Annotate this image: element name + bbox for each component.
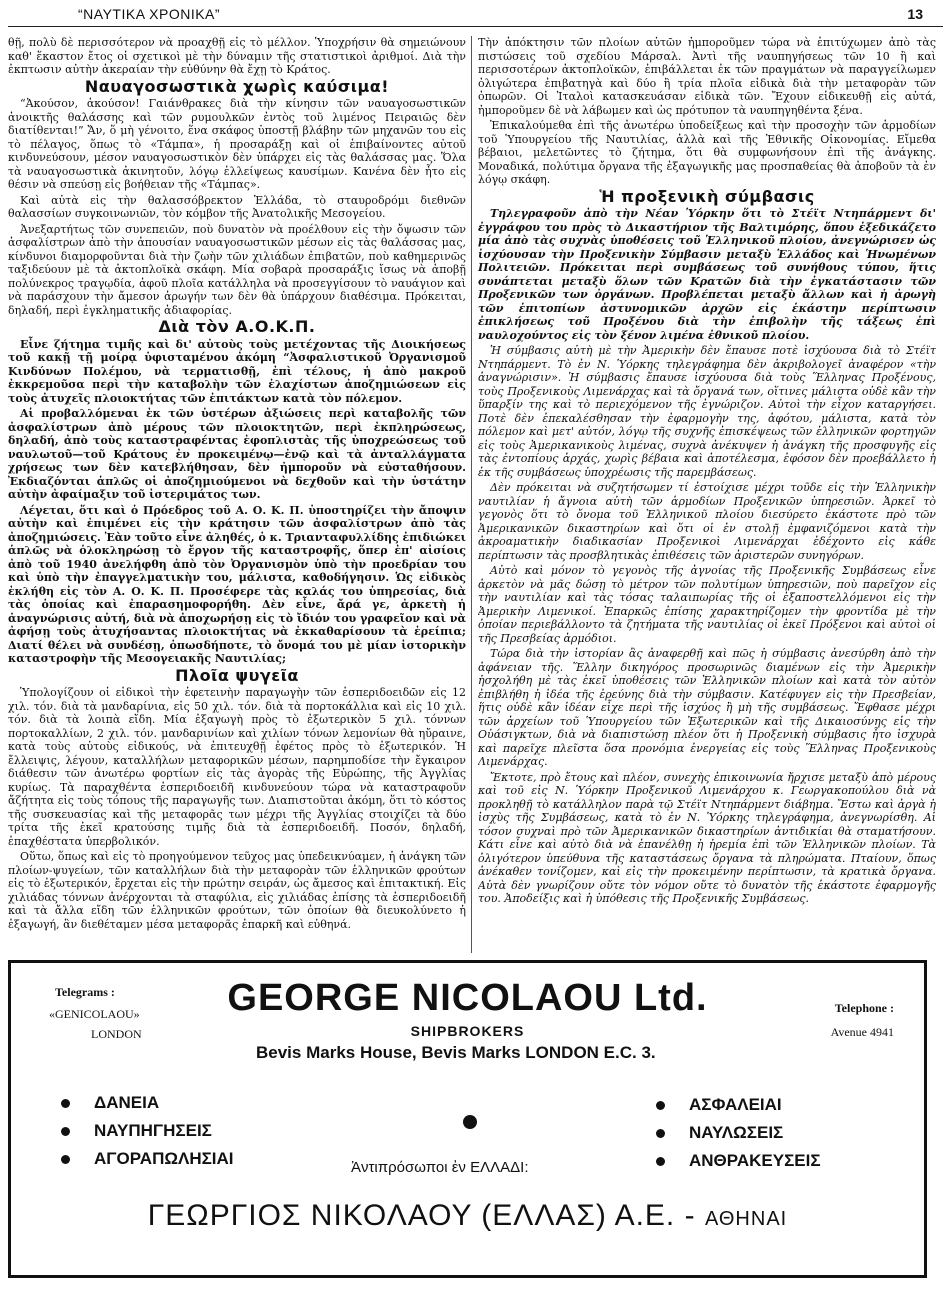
paragraph: Καὶ αὐτὰ εἰς τὴν θαλασσόβρεκτον Ἑλλάδα, τὸ σταυροδρόμι διεθνῶν θαλασσίων συγκοινωνιῶν, τὸν κόμβον τῆς Ἀνατολικῆς Μεσογείου. [8,193,466,220]
service-item: ΝΑΥΛΩΣΕΙΣ [656,1119,821,1147]
bullet-icon [61,1127,70,1136]
paragraph: Λέγεται, ὅτι καὶ ὁ Πρόεδρος τοῦ Α. Ο. Κ. Π. ὑποστηρίζει τὴν ἄποψιν αὐτὴν καὶ ἐπιμένει εἰς τὴν κράτησιν τῶν ἀσφαλίστρων ἀπὸ τὰς ἀποζημιώσεις. Ἐὰν τοῦτο εἶνε ἀληθές, ὁ κ. Τριανταφυλλίδης ἐπιδιώκει ἁπλῶς νὰ ὁλοκληρώσῃ τὸ ἔργον τῆς καταστροφῆς, ὅπερ ἐπ' αἰσίοις ἀπὸ τοῦ 1940 ἀνελήφθη ἀπὸ τὸν Ὀργανισμὸν ὑπὸ τὴν προεδρίαν του καὶ ὑπὸ τὴν ἐπαγγελματικὴν του, μάλιστα, καθοδήγησιν. Ὡς εἰδικὸς ἐκλήθη εἰς τὸν Α. Ο. Κ. Π. Προσέφερε τὰς καλάς του ὑπηρεσίας, διὰ τὰς ὁποίας καὶ ἐπαρασημοφορήθη. Δὲν εἶνε, ἄρά γε, ἀρκετὴ ἡ ἀναγνώρισις αὐτή, διὰ νὰ ἀποχωρήσῃ εἰς τὸ ἴδιόν του γραφεῖον καὶ νὰ ἀφήσῃ τοὺς ἀτυχήσαντας πλοιοκτήτας νὰ ἐκκαθαρίσουν τὰ ἐρείπια; Διατί θέλει νὰ συνδέσῃ, ὁπωσδήποτε, τὸ ὄνομά του μὲ μίαν ἱστορικὴν καταστροφὴν τῆς Μεσογειακῆς Ναυτιλίας; [8,503,466,665]
heading-consular-convention: Ἡ προξενικὴ σύμβασις [599,186,815,206]
publication-title: “ΝΑΥΤΙΚΑ ΧΡΟΝΙΚΑ” [78,6,221,22]
services-right [656,1091,821,1175]
column-divider [471,36,472,953]
paragraph: Ἀνεξαρτήτως τῶν συνεπειῶν, ποὺ δυνατὸν νὰ προέλθουν εἰς τὴν ὄψωσιν τῶν ἀσφαλίστρων ἀπὸ τὴν ἀπουσίαν ναυαγοσωστικῶν μέσων εἰς τὰς θαλάσσας μας, κίνδυνοι διαμορφοῦνται διὰ τὴν ζωὴν τῶν χιλιάδων ἐπιβατῶν, ποὺ καθημερινῶς ταξιδεύουν μὲ τὰ ἀκτοπλοϊκὰ σκάφη. Μία σοβαρὰ προσαράξις ἴσως νὰ ἀποβῇ πολύνεκρος τραγῳδία, ἀφοῦ πλοῖα κατάλληλα νὰ προσεγγίσουν τὸ ναυάγιον καὶ νὰ παράσχουν τὴν ἄμεσον ἀρωγήν των δὲν θὰ ὑπάρχουν διαθέσιμα. Πρόκειται, δηλαδή, περὶ ἐγκληματικῆς ἀδιαφορίας. [8,222,466,317]
paragraph: Ὑπολογίζουν οἱ εἰδικοὶ τὴν ἐφετεινὴν παραγωγὴν τῶν ἑσπεριδοειδῶν εἰς 12 χιλ. τόν. διὰ τὰ μανδαρίνια, εἰς 50 χιλ. τόν. διὰ τὰ πορτοκάλλια καὶ εἰς 10 χιλ. τόν. διὰ τὰ λοιπὰ εἴδη. Μία ἐξαγωγὴ πρὸς τὸ ἐξωτερικὸν 5 χιλ. τόννων πορτοκαλλίων, 2 χιλ. τόν. μανδαρινίων καὶ χιλίων τόνων λεμονίων θὰ ηὔραινε, κατὰ τοὺς αὐτοὺς εἰδικούς, νὰ ἐπιτευχθῇ ἐφέτος πρὸς τὸ ἐξωτερικόν. Ἡ ἔλλειψις, λέγουν, καταλλήλων μεταφορικῶν μέσων, παρημποδίσε τὴν ἔγκαιρον διάθεσιν τῶν ἀνωτέρω φορτίων εἰς τὰς ἀγορὰς τῆς Εὐρώπης, τῆς Ἀγγλίας κυρίως. Τὰ παραχθέντα ἑσπεριδοειδῆ κινδυνεύουν τώρα νὰ καταστραφοῦν ἄζήτητα εἰς τοὺς τόπους τῆς παραγωγῆς των. Διαπιστοῦται ἀκόμη, ὅτι τὸ κόστος τῆς συσκευασίας καὶ τῆς μεταφορᾶς των μέχρι τῆς Ἀγγλίας στοιχίζει τὰ δύο τρίτα τῆς ἐκεῖ κρατούσης τιμῆς διὰ τὰ ἑσπεριδοειδῆ. Ποσόν, δηλαδή, ἐπαχθέστατα ὑπερβολικόν. [8,686,466,848]
greek-company-city: ΑΘΗΝΑΙ [704,1208,788,1230]
paragraph: Αὐτὸ καὶ μόνον τὸ γεγονὸς τῆς ἀγνοίας τῆς Προξενικῆς Συμβάσεως εἶνε ἀρκετὸν νὰ μᾶς δώσῃ τὸ μέτρον τῶν πολυτίμων ὑπηρεσιῶν, ποὺ παρεῖχον εἰς τὴν ναυτιλίαν καὶ τὰς τόσας ταλαιπωρίας τῆς οἱ ἐξαποστελλόμενοι εἰς τὴν Ἀμερικὴν Λιμενικοί. Ἐπαρκῶς ἐπίσης χαρακτηρίζομεν τὴν φροντίδα μὲ τὴν ὁποίαν περιεβάλλοντο τὰ ζητήματα τῆς ναυτιλίας οἱ ἐκεῖ Πρόξενοι καὶ αὐτοὶ οἱ τῆς Πρεσβείας ἁρμόδιοι. [478,564,936,645]
service-item: ΝΑΥΠΗΓΗΣΕΙΣ [61,1117,234,1145]
paragraph: Ἔκτοτε, πρὸ ἔτους καὶ πλέον, συνεχὴς ἐπικοινωνία ἤρχισε μεταξὺ ἀπὸ μέρους καὶ τοῦ εἰς Ν. Ὑόρκην Προξενικοῦ Λιμενάρχου κ. Γεωργακοπούλου διὰ νὰ προκληθῇ τὸ κατάλληλον παρὰ τῷ Στέϊτ Ντηπάρμεντ διάβημα. Ἔστω καὶ ἀργὰ ἡ ἰσχὺς τῆς Συμβάσεως, κατὰ τὸ ἐν Ν. Ὑόρκης τηλεγράφημα, ἀνεγνωρίσθη. Αἱ τόσον συχναὶ πρὸ τῶν Ἀμερικανικῶν δικαστηρίων ἀντιδικίαι θὰ σταματήσουν. Κάτι εἶνε καὶ αὐτὸ διὰ νὰ ἐπανέλθῃ ἡ ἠρεμία ἐπὶ τῶν Ἑλληνικῶν πλοίων. Τὰ ὀλιγότερον ὑπεύθυνα τῆς καταστάσεως ὄργανα τὰ πληρώματα. Πταίουν, ὅπως ἀνέκαθεν τονίζομεν, καὶ εἰς τὴν προκειμένην περίπτωσιν, τὰ κρατικὰ ὄργανα. Αὐτὰ δὲν γνωρίζουν οὔτε τὸν νόμον οὔτε τὸ δυνατὸν τῆς ἑκάστοτε ἐφαρμογῆς του. Ἀποδείξις καὶ ἡ ὑπόθεσις τῆς Προξενικῆς Συμβάσεως. [478,770,936,905]
telegrams-code: «GENICOLAOU» [49,1007,140,1021]
paragraph: Τηλεγραφοῦν ἀπὸ τὴν Νέαν Ὑόρκην ὅτι τὸ Στέϊτ Ντηπάρμεντ δι' ἐγγράφου του πρὸς τὸ Δικαστήριον τῆς Βαλτιμόρης, ὅπου ἐξεδικάζετο μία ἀπὸ τὰς συχνὰς ὑποθέσεις τοῦ Ἑλληνικοῦ πλοίου, ἀνεγνώρισεν ὡς ἰσχύουσαν τὴν Προξενικὴν Σύμβασιν μεταξὺ Ἑλλάδος καὶ Ἡνωμένων Πολιτειῶν. Πρόκειται περὶ συμβάσεως τοῦ συνήθους τύπου, ἥτις συνάπτεται μεταξὺ ὅλων τῶν Κρατῶν διὰ τὴν ἐγκατάστασιν τῶν Προξενικῶν των ὀργάνων. Προβλέπεται μεταξὺ ἄλλων καὶ ἡ ἀρωγὴ τῶν ἐπιτοπίων ἀστυνομικῶν ἀρχῶν εἰς ἑκάστην περίπτωσιν ἐπικλήσεως τοῦ Προξένου διὰ τὴν ἐπιβολὴν τῆς τάξεως ἐπὶ ναυλοχούντος εἰς τὸν ξένον λιμένα ἐθνικοῦ πλοίου. [478,207,936,342]
paragraph: Ἡ σύμβασις αὐτὴ μὲ τὴν Ἀμερικὴν δὲν ἔπαυσε ποτὲ ἰσχύουσα διὰ τὸ Στέϊτ Ντηπάρμεντ. Τὸ ἐν Ν. Ὑόρκης τηλεγράφημα δὲν ἀκριβολογεῖ ἀναφέρον «τὴν ἀναγνώρισιν». Ἡ σύμβασις ἔπαυσε ἰσχύουσα διὰ τοὺς Ἕλληνας Προξένους, τοὺς Προξενικοὺς Λιμενάρχας καὶ τὰ ὄργανά των, οἵτινες μάλιστα οὐδὲ κἂν τὴν ὕπαρξίν της καὶ τὸ περιεχόμενον τῆς ἐγνώριζον. Αὐτοὶ τὴν εἶχον καταργήσει. Ποτὲ δὲν ἐπεκαλέσθησαν τὴν ἐφαρμογὴν της, ἀφότου, μάλιστα, κατὰ τὸν πόλεμον καὶ μετ' αὐτόν, λόγῳ τῆς συχνῆς ἐπισκέψεως τῶν ἑλληνικῶν φορτηγῶν εἰς τοὺς Ἀμερικανικοὺς λιμένας, συχνὰ ἀνέκυψεν ἡ ἀνάγκη τῆς προσφυγῆς εἰς τὰς ἐντοπίους ἀρχάς, χωρὶς βέβαια καὶ ἀποτέλεσμα, ἐφόσον δὲν προεβάλλετο ἡ ἐκ τῆς συμβάσεως ὑποχρέωσις τῆς παρεμβάσεως. [478,344,936,479]
left-column [8,36,466,953]
bullet-icon [656,1129,665,1138]
service-item: ΑΝΘΡΑΚΕΥΣΕΙΣ [656,1147,821,1175]
center-bullet-icon [463,1115,477,1129]
bullet-icon [656,1157,665,1166]
page-number: 13 [907,6,923,22]
article-continuation: θῇ, πολὺ δὲ περισσότερον νὰ προαχθῇ εἰς τὸ μέλλον. Ὑποχρήσιν θὰ σημειώνουν καθ' ἕκαστον ἔτος οἱ σχετικοὶ μὲ τὴν δύναμιν τῆς στατιστικοὶ ἀριθμοί. Διὰ τὴν ἐκπτωσιν αὐτὴν ἀκεραίαν τὴν εὐθύνην θὰ ἔχῃ τὸ Κράτος. [8,36,466,76]
paragraph: Τώρα διὰ τὴν ἱστορίαν ἂς ἀναφερθῇ καὶ πῶς ἡ σύμβασις ἀνεσύρθη ἀπὸ τὴν ἀφάνειαν τῆς. Ἕλλην δικηγόρος προσωρινῶς διαμένων εἰς τὴν Ἀμερικὴν ἠσχολήθη μὲ τὰς ἐκεῖ ὑποθέσεις τῶν Ἑλληνικῶν πλοίων καὶ κατὰ τὸν αὐτὸν ἐπιβλήθη ἡ ἰδέα τῆς ἐρεύνης διὰ τὴν σύμβασιν. Κατέφυγεν εἰς τὴν Πρεσβείαν, ἥτις οὐδὲ κἂν ἰδέαν εἶχε περὶ τῆς ἰσχύος ἢ μὴ τῆς συμβάσεως. Ἔφθασε μέχρι τῶν ἀρχείων τοῦ Ὑπουργείου τῶν Ἐξωτερικῶν καὶ τῆς Δικαιοσύνης εἰς τὴν Οὐάσιγκτων, διὰ νὰ διαπιστώσῃ πλέον ὅτι ἡ Προξενικὴ σύμβασις ἦτο ἰσχυρὰ καὶ παρεῖχε πλεῖστα ὅσα προνόμια ἐνεργείας εἰς τοὺς Ἕλληνας Προξενικοὺς Λιμενάρχας. [478,647,936,768]
paragraph: Αἱ προβαλλόμεναι ἐκ τῶν ὑστέρων ἀξιώσεις περὶ καταβολῆς τῶν ἀσφαλίστρων ἀπὸ μέρους τῶν πλοιοκτητῶν, περὶ ἐκπληρώσεως, δηλαδή, ἀπὸ τοὺς καταστραφέντας ἐφοπλιστὰς τῆς ὑποχρεώσεως τοῦ ναυλωτοῦ—τοῦ Κράτους ἐν προκειμένῳ—ἐνῷ καὶ τὰ ἀνταλλάγματα χρήσεως των δὲν κατεβλήθησαν, δὲν ἠμποροῦν νὰ εὐσταθήσουν. Ἐκδιαζόνται ἁπλῶς οἱ ἀποζημιούμενοι νὰ δεχθοῦν καὶ τὴν ὑστάτην αὐτὴν ἀφαίμαξιν τοῦ ἰστεριμάτος των. [8,407,466,501]
paragraph: Τὴν ἀπόκτησιν τῶν πλοίων αὐτῶν ἠμποροῦμεν τώρα νὰ ἐπιτύχωμεν ἀπὸ τὰς πιστώσεις τοῦ σχεδίου Μάρσαλ. Ἀντὶ τῆς ναυπηγήσεως τῶν 10 ἢ καὶ περισσοτέρων ἀκτοπλοϊκῶν, ἐπιβάλλεται ἐκ τῶν πραγμάτων νὰ παραγγείλωμεν ὀλιγώτερα ἐπιβατηγὰ καὶ δύο ἢ τρία πλοῖα εἰδικὰ διὰ τὴν μεταφορὰν τῶν ὀπωρῶν. Οἱ Ἰταλοὶ κατασκευάσαν εἰδικὰ τῶν. Ἔχουν εἰδικευθῇ εἰς αὐτά, ἠμποροῦμεν δὲ νὰ λάβωμεν καὶ ὡς πρότυπον τὰ ναυπηγηθέντα ξένα. [478,36,936,117]
telephone-number: Avenue 4941 [830,1025,894,1039]
paragraph: “Ἀκούσον, ἀκούσον! Γαιάνθρακες διὰ τὴν κίνησιν τῶν ναυαγοσωστικῶν ἀνοικτῆς θαλάσσης καὶ τῶν ρυμουλκῶν ἐντὸς τοῦ λιμένος Πειραιῶς δὲν διατίθενται!” Ἄν, ὅ μὴ γένοιτο, ἕνα σκάφος ὑποστῇ βλάβην τῶν μηχανῶν του εἰς τὸ πέλαγος, ὅπως τὸ «Τάμπα», ἡ προσαράξῃ καὶ οἱ ἐπιβαίνοντες αὐτοῦ κινδυνεύσουν, μέσον ναυαγοσωστικὸν δὲν ὑπάρχει εἰς τὰς θαλάσσας μας. Ὅλα τὰ ναυαγοσωστικὰ ἀκινητοῦν, λόγῳ ἐλλείψεως καυσίμων. Κανένα δὲν ἦτο εἰς θέσιν νὰ σπεύσῃ εἰς βοήθειαν τῆς «Τάμπας». [8,97,466,191]
bullet-icon [61,1099,70,1108]
page-header [8,6,943,27]
heading-lifeboats: Ναυαγοσωστικὰ χωρὶς καύσιμα! [84,76,390,96]
paragraph: Εἶνε ζήτημα τιμῆς καὶ δι' αὐτοὺς τοὺς μετέχοντας τῆς Διοικήσεως τοῦ κακῇ τῇ μοίρᾳ ὑφισταμένου ἀκόμη “Ἀσφαλιστικοῦ Ὀργανισμοῦ Κινδύνων Πολέμου, νὰ τερματισθῇ, ἐπὶ τέλους, ἡ ἀπὸ μακροῦ ἐκκρεμοῦσα περὶ τὴν καταβολὴν τῶν ἐλαχίστων ἀποζημιώσεων εἰς τοὺς ἀτυχεῖς πλοιοκτήτας τῶν ἐπιτάκτων κατὰ τὸν πόλεμον. [8,337,466,405]
heading-reefer-ships: Πλοῖα ψυγεῖα [175,665,299,685]
company-name: GEORGE NICOLAOU Ltd. [227,977,708,1019]
telegrams-label: Telegrams : [55,985,115,999]
company-address: Bevis Marks House, Bevis Marks LONDON E.C. 3. [256,1043,656,1062]
heading-aokp: Διὰ τὸν Α.Ο.Κ.Π. [158,317,316,336]
company-role: SHIPBROKERS [410,1023,525,1039]
service-item: ΑΣΦΑΛΕΙΑΙ [656,1091,821,1119]
paragraph: Δὲν πρόκειται νὰ συζητήσωμεν τί ἐστοίχισε μέχρι τοῦδε εἰς τὴν Ἑλληνικὴν ναυτιλίαν ἡ ἄγνοια αὐτὴ τῶν ἁρμοδίων Προξενικῶν ὑπηρεσιῶν. Ἀρκεῖ τὸ γεγονὸς ὅτι τὸ ὄνομα τοῦ Ἑλληνικοῦ πλοίου διεσύρετο ἑκάστοτε πρὸ τῶν Ἀμερικανικῶν δικαστηρίων καὶ ὅτι οἱ ἐν στολῇ ἐμφανιζόμενοι κατὰ τὴν ἀκροαματικὴν διαδικασίαν Προξενικοὶ Λιμενάρχαι ἐδέχοντο εἰς κάθε περίπτωσιν τὰς προσβλητικὰς ἐπιθέσεις τῶν ἀριστερῶν συνηγόρων. [478,481,936,562]
greek-company-line [11,1199,924,1233]
bullet-icon [61,1155,70,1164]
service-item: ΔΑΝΕΙΑ [61,1089,234,1117]
advertisement-box [8,960,927,1278]
service-item: ΑΓΟΡΑΠΩΛΗΣΙΑΙ [61,1145,234,1173]
telephone-label: Telephone : [834,1001,894,1015]
paragraph: Οὕτω, ὅπως καὶ εἰς τὸ προηγούμενον τεῦχος μας ὑπεδεικνύαμεν, ἡ ἀνάγκη τῶν πλοίων-ψυγείων, τῶν καταλλήλων διὰ τὴν μεταφορὰν τῶν ἑλληνικῶν φρούτων εἰς τὸ ἐξωτερικόν, ἔρχεται εἰς τὴν πρώτην σειράν, ὡς ἄμεσος καὶ ἐπιτακτική. Εἰς χιλιάδας τόννων ἀνέρχονται τὰ σταφύλια, εἰς χιλιάδας ἐπίσης τὰ ἑσπεριδοειδῆ καὶ τὰ ἄλλα εἴδη τῶν ἑλληνικῶν φρούτων, τῶν ὁποίων θὰ διευκολύνετο ἡ ἐξαγωγή, ἂν διεθέταμεν μέσα μεταφορᾶς ἐπαρκῆ καὶ εὐθηνά. [8,850,466,931]
bullet-icon [656,1101,665,1110]
representatives-label: Ἀντιπρόσωποι ἐν ΕΛΛΑΔΙ: [351,1159,529,1176]
services-left [61,1089,234,1173]
greek-company-name: ΓΕΩΡΓΙΟΣ ΝΙΚΟΛΑΟΥ (ΕΛΛΑΣ) Α.Ε. - [147,1199,696,1232]
paragraph: Ἐπικαλούμεθα ἐπὶ τῆς ἀνωτέρω ὑποδείξεως καὶ τὴν προσοχὴν τῶν ἁρμοδίων τοῦ Ὑπουργείου τῆς Ναυτιλίας, ἀλλὰ καὶ τῆς Ἐθνικῆς Οἰκονομίας. Εἴμεθα βέβαιοι, μελετῶντες τὸ ζήτημα, ὅτι θὰ συμφωνήσουν ἐπὶ τῆς ἀνάγκης. Μοναδικά, πολύτιμα ὄργανα τῆς ἐξαγωγικῆς μας προσπαθείας θὰ ἀποβοῦν τὰ ἐν λόγῳ σκάφη. [478,119,936,186]
telegrams-city: LONDON [91,1027,142,1041]
right-column [478,36,936,953]
